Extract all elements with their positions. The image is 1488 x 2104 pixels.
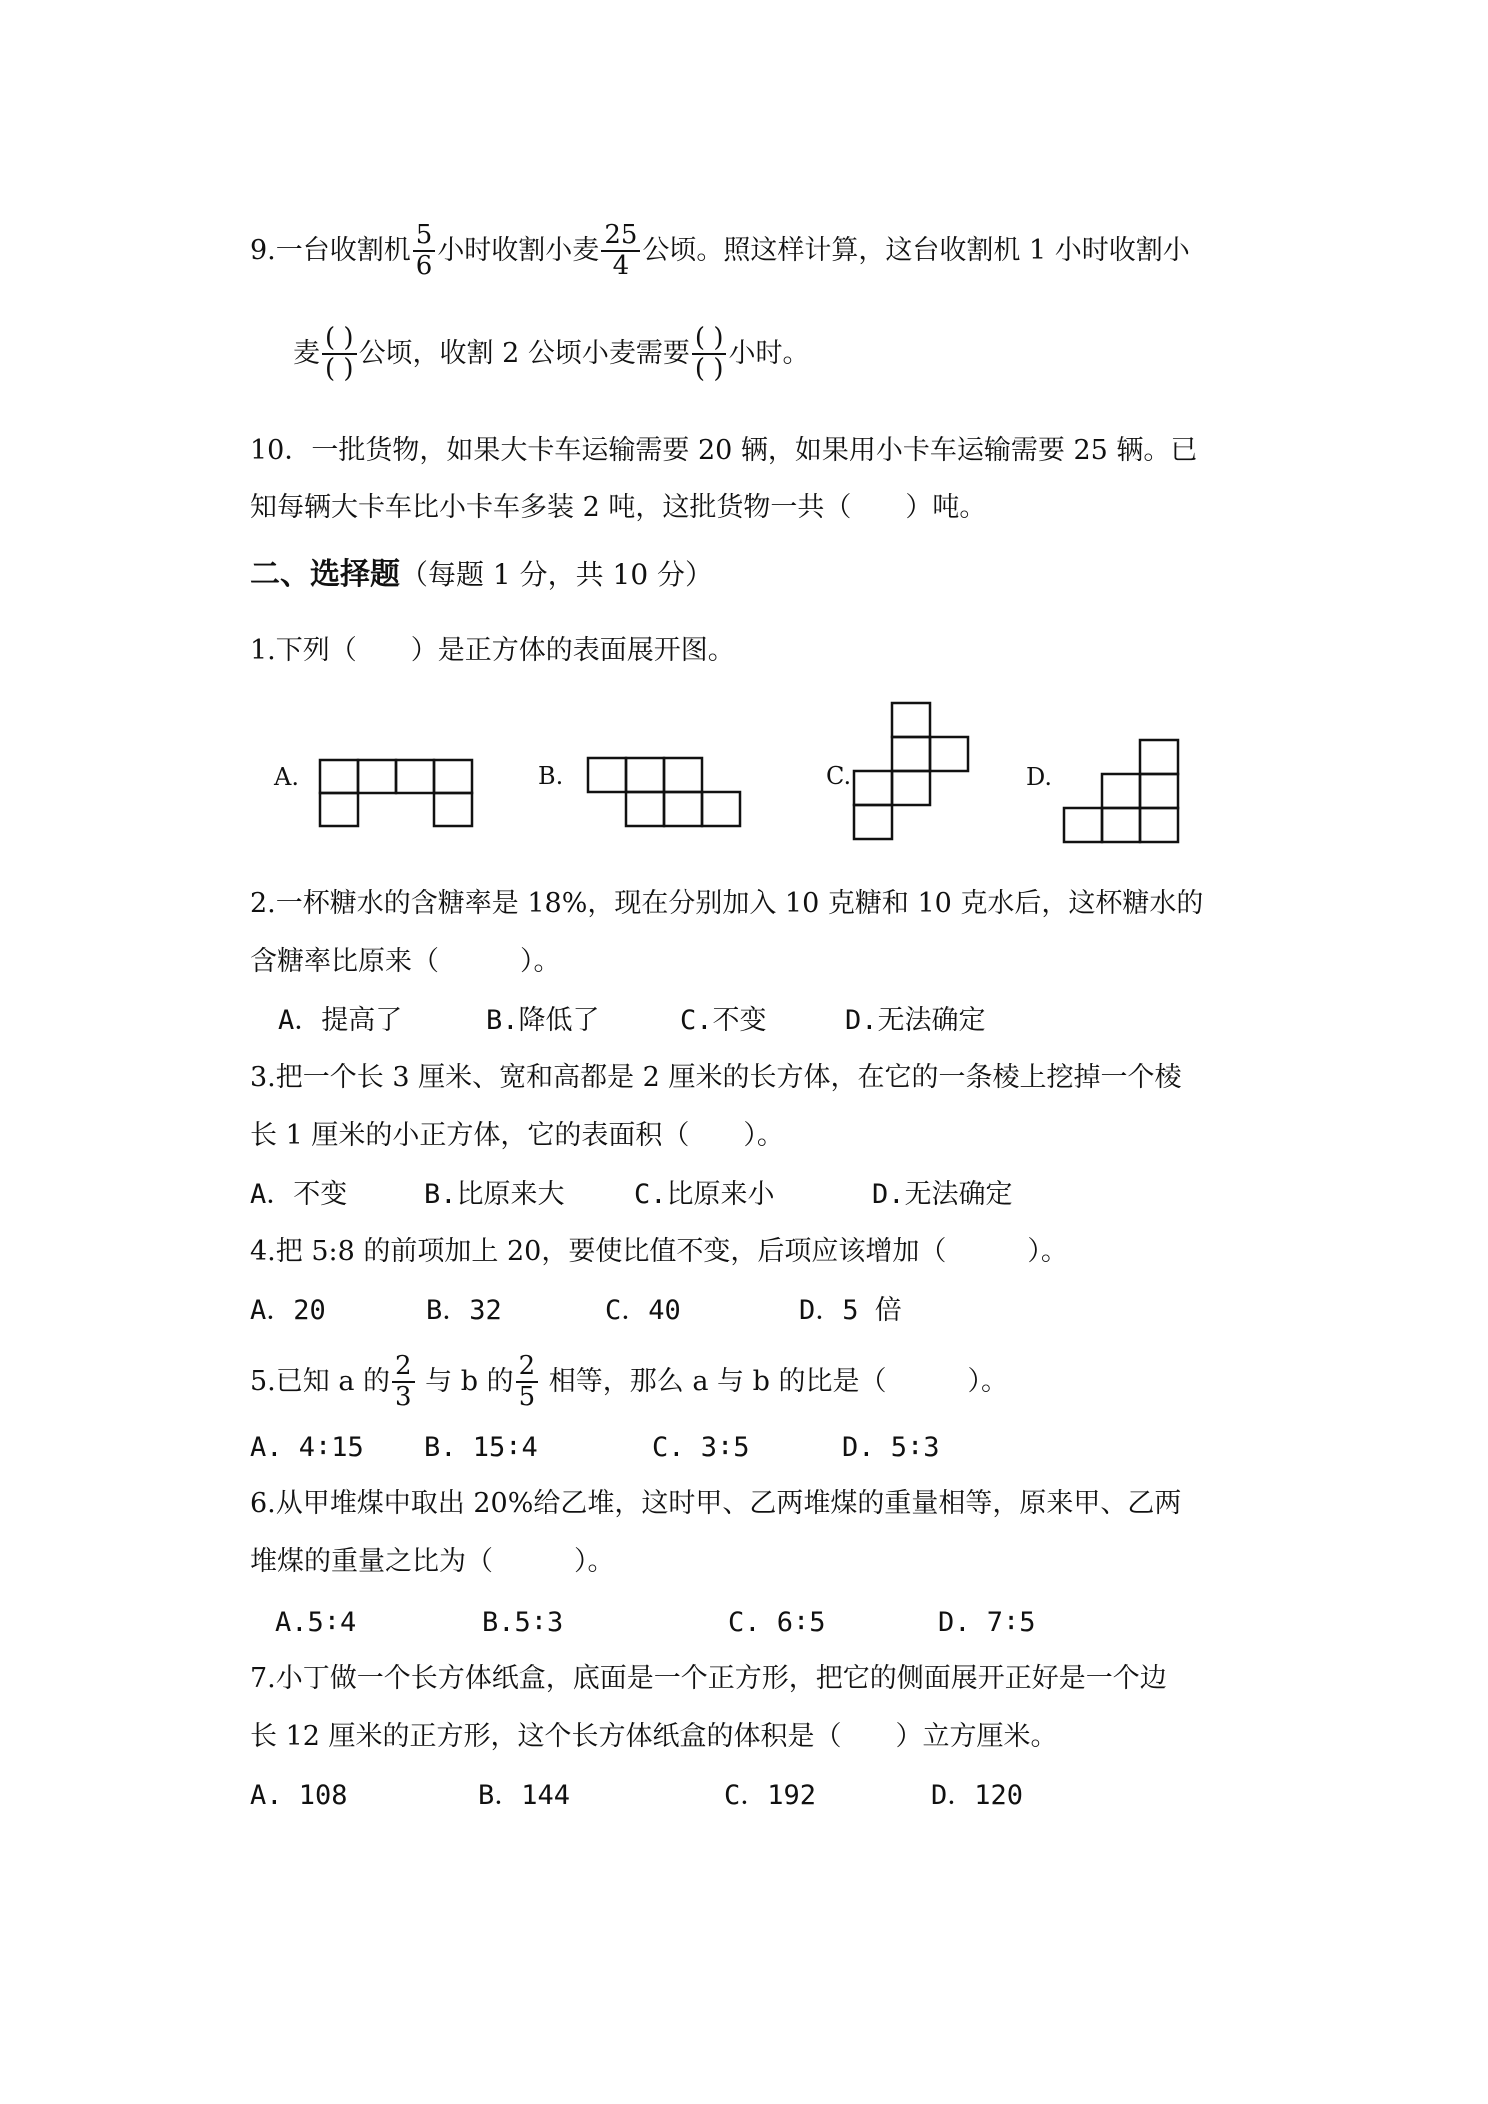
mc4-option-c: C．40	[605, 1295, 681, 1326]
net-option-c	[854, 703, 968, 839]
q9-fraction-hours	[413, 222, 436, 281]
q9-fraction-hours-denominator: 6	[415, 251, 433, 282]
mc4-question: 4.把 5:8 的前项加上 20，要使比值不变，后项应该增加（ ）。	[250, 1236, 1068, 1267]
q10-line1: 10．一批货物，如果大卡车运输需要 20 辆，如果用小卡车运输需要 25 辆。已	[250, 435, 1198, 466]
net-option-b	[588, 758, 740, 826]
mc5-option-b: B. 15∶4	[424, 1432, 538, 1463]
mc6-option-d: D. 7∶5	[938, 1607, 1036, 1638]
q9-fraction-hours-numerator: 5	[413, 222, 436, 252]
mc4-option-a: A．20	[250, 1295, 326, 1326]
q9-fraction-hectares-denominator: 4	[612, 251, 630, 282]
mc7-line2: 长 12 厘米的正方形，这个长方体纸盒的体积是（ ）立方厘米。	[250, 1721, 1058, 1752]
mc5-fraction-b	[516, 1353, 539, 1412]
section-subtitle: （每题 1 分，共 10 分）	[400, 558, 714, 591]
net-label-b: B.	[538, 762, 564, 790]
mc2-option-a: A．提高了	[278, 1005, 403, 1036]
mc3-line1: 3.把一个长 3 厘米、宽和高都是 2 厘米的长方体，在它的一条棱上挖掉一个棱	[250, 1062, 1182, 1093]
q9-suffix: 公顷。照这样计算，这台收割机 1 小时收割小	[642, 234, 1190, 266]
mc5-prefix: 5.已知 a 的	[250, 1365, 391, 1397]
mc2-line1: 2.一杯糖水的含糖率是 18%，现在分别加入 10 克糖和 10 克水后，这杯糖水的	[250, 888, 1204, 919]
mc6-option-b: B.5∶3	[482, 1607, 564, 1638]
mc5-fraction-a-denominator: 3	[395, 1382, 412, 1413]
mc3-option-a: A．不变	[250, 1179, 348, 1210]
net-option-a	[320, 760, 472, 826]
mc7-line1: 7.小丁做一个长方体纸盒，底面是一个正方形，把它的侧面展开正好是一个边	[250, 1663, 1167, 1694]
section-title: 二、选择题	[250, 557, 400, 592]
q9-line2-a: 麦	[293, 337, 320, 369]
net-option-d	[1064, 740, 1178, 842]
mc5-fraction-b-denominator: 5	[518, 1382, 536, 1413]
q9-line2	[293, 325, 809, 384]
mc3-option-b: B.比原来大	[424, 1179, 565, 1210]
mc3-option-d: D.无法确定	[872, 1179, 1013, 1210]
mc5-option-c: C. 3∶5	[652, 1432, 750, 1463]
mc2-option-d: D.无法确定	[845, 1005, 986, 1036]
mc5-option-d: D. 5∶3	[842, 1432, 940, 1463]
mc5-fraction-b-numerator: 2	[516, 1353, 539, 1383]
mc6-option-a: A.5∶4	[275, 1607, 357, 1638]
mc5-fraction-a	[392, 1353, 415, 1412]
mc6-line2: 堆煤的重量之比为（ ）。	[250, 1546, 615, 1577]
section-heading	[250, 557, 714, 592]
net-label-a: A.	[274, 763, 299, 791]
q9-answer-blank-1	[322, 325, 357, 384]
q9-fraction-hectares	[601, 222, 640, 281]
mc7-option-b: B．144	[478, 1780, 571, 1811]
net-label-d: D.	[1026, 763, 1053, 791]
mc2-line2: 含糖率比原来（ ）。	[250, 946, 561, 977]
mc7-option-d: D．120	[931, 1780, 1024, 1811]
q9-blank-2-denominator: ( )	[694, 354, 724, 385]
q10-line2: 知每辆大卡车比小卡车多装 2 吨，这批货物一共（ ）吨。	[250, 492, 987, 523]
q9-blank-1-denominator: ( )	[325, 354, 354, 385]
mc5-option-a: A. 4∶15	[250, 1432, 364, 1463]
q9-blank-1-numerator: ( )	[322, 325, 357, 355]
q9-line1	[250, 222, 1190, 281]
q9-fraction-hectares-numerator: 25	[601, 222, 640, 252]
q9-line2-c: 小时。	[728, 337, 810, 369]
mc5-suffix: 相等，那么 a 与 b 的比是（ ）。	[548, 1365, 1008, 1397]
mc1-question: 1.下列（ ）是正方体的表面展开图。	[250, 635, 735, 666]
q9-line2-b: 公顷，收割 2 公顷小麦需要	[358, 337, 690, 369]
q9-mid: 小时收割小麦	[437, 234, 600, 266]
mc6-line1: 6.从甲堆煤中取出 20%给乙堆，这时甲、乙两堆煤的重量相等，原来甲、乙两	[250, 1488, 1182, 1519]
net-label-c: C.	[826, 762, 852, 790]
mc6-option-c: C. 6∶5	[728, 1607, 826, 1638]
mc7-option-a: A. 108	[250, 1780, 348, 1811]
mc5-question	[250, 1353, 1008, 1412]
mc5-fraction-a-numerator: 2	[392, 1353, 415, 1383]
mc4-option-d: D．5 倍	[799, 1295, 902, 1326]
mc2-option-c: C.不变	[680, 1005, 767, 1036]
mc4-option-b: B．32	[426, 1295, 502, 1326]
mc3-line2: 长 1 厘米的小正方体，它的表面积（ ）。	[250, 1120, 784, 1151]
q9-prefix: 9.一台收割机	[250, 234, 411, 266]
q9-answer-blank-2	[692, 325, 727, 384]
mc3-option-c: C.比原来小	[634, 1179, 775, 1210]
q9-blank-2-numerator: ( )	[692, 325, 727, 355]
mc7-option-c: C．192	[724, 1780, 817, 1811]
mc5-mid: 与 b 的	[425, 1365, 514, 1397]
mc2-option-b: B.降低了	[486, 1005, 600, 1036]
